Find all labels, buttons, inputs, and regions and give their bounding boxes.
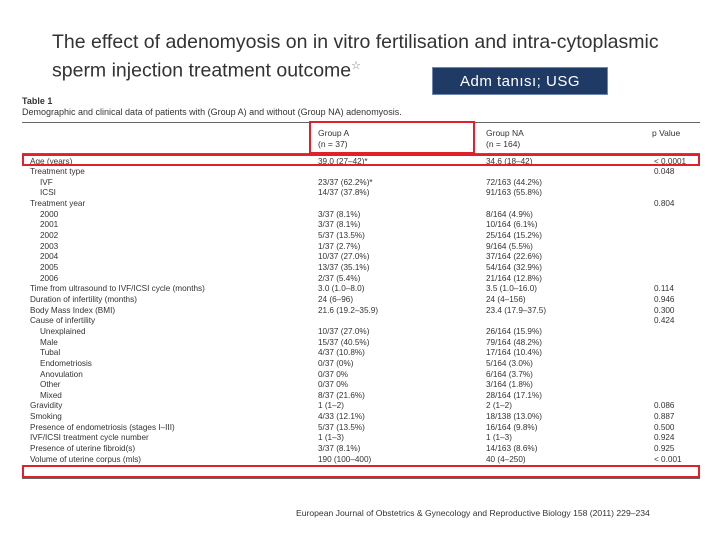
table-row	[22, 188, 700, 197]
title-footnote-mark: ☆	[351, 60, 362, 72]
group-na-value: 24 (4–156)	[486, 294, 526, 304]
group-a-value: 24 (6–96)	[318, 294, 354, 304]
p-value: 0.114	[654, 284, 674, 294]
row-label: Gravidity	[30, 401, 63, 411]
row-label: Body Mass Index (BMI)	[30, 305, 116, 315]
row-label: Presence of uterine fibroid(s)	[30, 444, 136, 454]
row-label: 2001	[40, 220, 59, 230]
row-label: Treatment year	[30, 199, 86, 209]
table-row	[22, 316, 700, 325]
group-na-value: 17/164 (10.4%)	[486, 348, 542, 358]
group-na-value: 8/164 (4.9%)	[486, 209, 533, 219]
group-na-value: 16/164 (9.8%)	[486, 422, 538, 432]
group-na-value: 5/164 (3.0%)	[486, 358, 533, 368]
p-value: 0.925	[654, 444, 675, 454]
header-p-value: p Value	[652, 128, 681, 138]
group-na-value: 34.6 (18–42)	[486, 156, 533, 166]
table-row	[22, 423, 700, 432]
header-group-na	[486, 128, 524, 150]
title-line-1: The effect of adenomyosis on in vitro fertilisation and intra-cytoplasmic	[52, 31, 659, 53]
group-a-value: 10/37 (27.0%)	[318, 252, 370, 262]
row-label: Presence of endometriosis (stages I–III)	[30, 422, 175, 432]
p-value: 0.804	[654, 199, 675, 209]
group-a-value: 0/37 0%	[318, 369, 349, 379]
row-label: Unexplained	[40, 326, 86, 336]
table-row	[22, 391, 700, 400]
table-row	[22, 370, 700, 379]
group-a-value: 14/37 (37.8%)	[318, 188, 370, 198]
group-na-value: 54/164 (32.9%)	[486, 263, 542, 272]
highlight-age-row	[22, 154, 700, 166]
header-group-a-label: Group A	[318, 128, 350, 138]
row-label: IVF	[40, 177, 53, 187]
table-row	[22, 380, 700, 389]
group-a-value: 1 (1–3)	[318, 433, 344, 443]
row-label: Treatment type	[30, 167, 85, 177]
row-label: Time from ultrasound to IVF/ICSI cycle (months)	[30, 284, 205, 294]
row-label: ICSI	[40, 188, 56, 198]
table-row	[22, 178, 700, 187]
table-row	[22, 306, 700, 315]
p-value: 0.946	[654, 294, 675, 304]
p-value: 0.424	[654, 316, 675, 326]
table-row	[22, 220, 700, 229]
group-a-value: 3/37 (8.1%)	[318, 209, 361, 219]
row-label: Other	[40, 380, 61, 390]
row-label: Volume of uterine corpus (mls)	[30, 454, 142, 464]
table-caption: Demographic and clinical data of patients with (Group A) and without (Group NA) adenomyosis.	[22, 107, 402, 117]
p-value: < 0.001	[654, 454, 682, 464]
table-row	[22, 433, 700, 442]
diagnosis-badge-text: Adm tanısı; USG	[459, 72, 581, 90]
row-label: Age (years)	[30, 156, 73, 166]
table-row	[22, 327, 700, 336]
group-a-value: 0/37 0%	[318, 380, 349, 390]
group-a-value: 3.0 (1.0–8.0)	[318, 284, 365, 294]
p-value: 0.500	[654, 422, 675, 432]
row-label: Tubal	[40, 348, 61, 358]
row-label: Cause of infertility	[30, 316, 96, 326]
group-na-value: 21/164 (12.8%)	[486, 273, 542, 283]
header-group-a-n: (n = 37)	[318, 139, 348, 149]
row-label: Male	[40, 337, 58, 347]
table-row	[22, 231, 700, 240]
group-a-value: 4/37 (10.8%)	[318, 348, 365, 358]
row-label: Anovulation	[40, 369, 83, 379]
group-a-value: 8/37 (21.6%)	[318, 390, 365, 400]
row-label: IVF/ICSI treatment cycle number	[30, 433, 149, 443]
group-a-value: 1 (1–2)	[318, 401, 344, 411]
diagnosis-badge	[432, 67, 608, 95]
row-label: Endometriosis	[40, 358, 92, 368]
table-bottom-rule	[22, 478, 700, 479]
group-na-value: 72/163 (44.2%)	[486, 177, 542, 187]
row-label: 2003	[40, 241, 59, 251]
table-row	[22, 167, 700, 176]
table-row	[22, 338, 700, 347]
table-row	[22, 401, 700, 410]
row-label: Smoking	[30, 412, 62, 422]
group-a-value: 10/37 (27.0%)	[318, 326, 370, 336]
group-a-value: 3/37 (8.1%)	[318, 220, 361, 230]
group-na-value: 28/164 (17.1%)	[486, 390, 542, 400]
table-row	[22, 199, 700, 208]
group-na-value: 3/164 (1.8%)	[486, 380, 533, 390]
table-row	[22, 284, 700, 293]
row-label: 2006	[40, 273, 59, 283]
group-a-value: 3/37 (8.1%)	[318, 444, 361, 454]
group-a-value: 0/37 (0%)	[318, 358, 354, 368]
table-row	[22, 359, 700, 368]
group-na-value: 6/164 (3.7%)	[486, 369, 533, 379]
p-value: 0.086	[654, 401, 675, 411]
group-na-value: 2 (1–2)	[486, 401, 512, 411]
p-value: 0.887	[654, 412, 675, 422]
group-na-value: 14/163 (8.6%)	[486, 444, 538, 454]
header-group-na-label: Group NA	[486, 128, 524, 138]
group-na-value: 37/164 (22.6%)	[486, 252, 542, 262]
group-na-value: 25/164 (15.2%)	[486, 231, 542, 241]
group-na-value: 1 (1–3)	[486, 433, 512, 443]
group-a-value: 39.0 (27–42)*	[318, 156, 368, 166]
group-na-value: 26/164 (15.9%)	[486, 326, 542, 336]
table-row	[22, 412, 700, 421]
highlight-volume-row	[22, 465, 700, 478]
row-label: Duration of infertility (months)	[30, 294, 137, 304]
highlight-group-a-header	[309, 121, 475, 154]
table-row	[22, 444, 700, 453]
group-na-value: 9/164 (5.5%)	[486, 241, 533, 251]
row-label: 2002	[40, 231, 59, 241]
group-na-value: 18/138 (13.0%)	[486, 412, 542, 422]
group-a-value: 23/37 (62.2%)*	[318, 177, 373, 187]
table-row	[22, 274, 700, 283]
group-a-value: 2/37 (5.4%)	[318, 273, 361, 283]
table-row	[22, 263, 700, 272]
group-a-value: 5/37 (13.5%)	[318, 422, 365, 432]
group-a-value: 1/37 (2.7%)	[318, 241, 361, 251]
row-label: Mixed	[40, 390, 62, 400]
table-label: Table 1	[22, 96, 53, 106]
group-na-value: 79/164 (48.2%)	[486, 337, 542, 347]
table-row	[22, 210, 700, 219]
title-line-2: sperm injection treatment outcome	[52, 59, 352, 82]
header-group-na-n: (n = 164)	[486, 139, 521, 149]
row-label: 2004	[40, 252, 59, 262]
table-row	[22, 348, 700, 357]
group-na-value: 10/164 (6.1%)	[486, 220, 538, 230]
row-label: 2005	[40, 263, 59, 272]
row-label: 2000	[40, 209, 59, 219]
table-row	[22, 455, 700, 464]
table-row	[22, 242, 700, 251]
group-na-value: 40 (4–250)	[486, 454, 526, 464]
group-a-value: 21.6 (19.2–35.9)	[318, 305, 379, 315]
group-na-value: 91/163 (55.8%)	[486, 188, 542, 198]
group-a-value: 190 (100–400)	[318, 454, 372, 464]
group-na-value: 3.5 (1.0–16.0)	[486, 284, 537, 294]
p-value: < 0.0001	[654, 156, 687, 166]
group-a-value: 4/33 (12.1%)	[318, 412, 365, 422]
group-na-value: 23.4 (17.9–37.5)	[486, 305, 547, 315]
p-value: 0.048	[654, 167, 675, 177]
p-value: 0.300	[654, 305, 675, 315]
table-row	[22, 252, 700, 261]
journal-citation: European Journal of Obstetrics & Gynecology and Reproductive Biology 158 (2011) 229–234	[296, 508, 650, 518]
group-a-value: 5/37 (13.5%)	[318, 231, 365, 241]
group-a-value: 13/37 (35.1%)	[318, 263, 370, 272]
group-a-value: 15/37 (40.5%)	[318, 337, 370, 347]
table-row	[22, 295, 700, 304]
p-value: 0.924	[654, 433, 675, 443]
